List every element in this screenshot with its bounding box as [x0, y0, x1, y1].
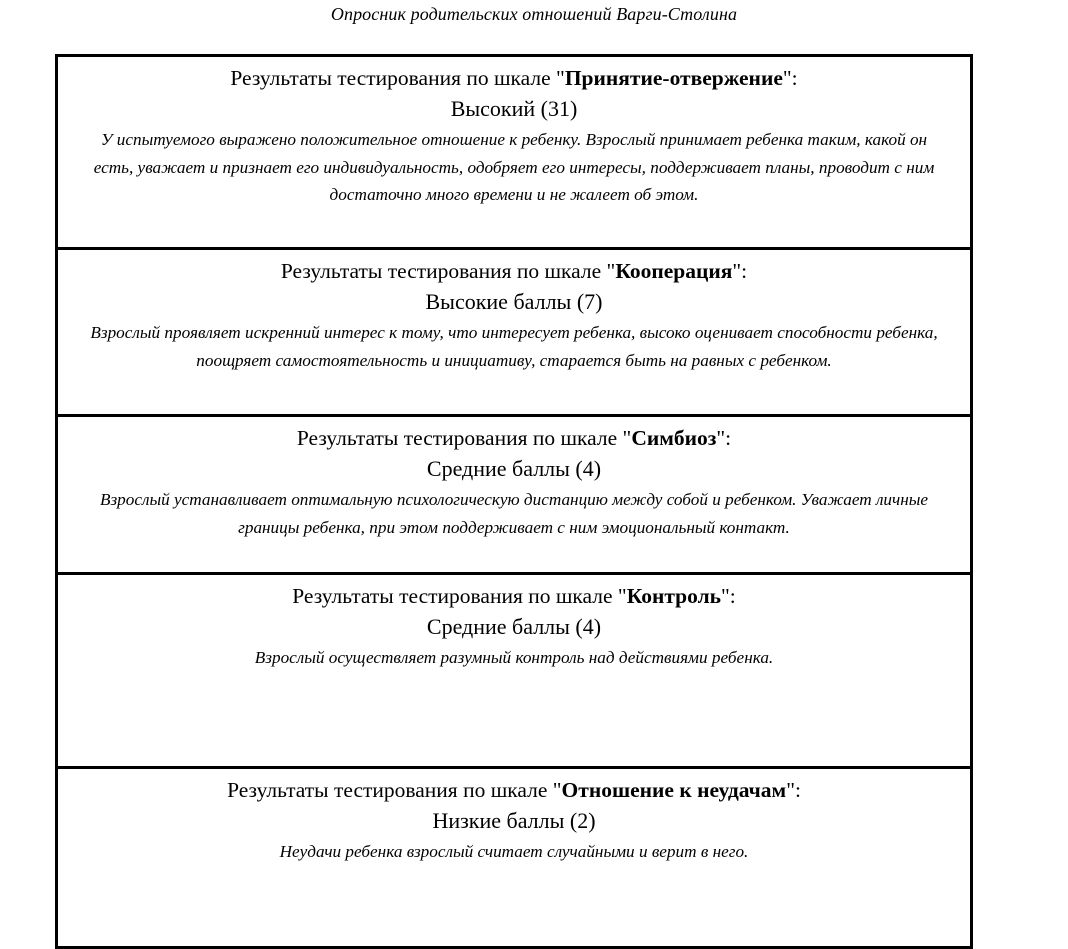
table-row	[57, 249, 972, 416]
scale-heading-suffix: ":	[732, 259, 748, 283]
scale-description: У испытуемого выражено положительное отношение к ребенку. Взрослый принимает ребенка таким, какой он есть, уважает и признает его индивидуальность, одобряет его интересы, поддерживает планы, проводит с ним достаточно много времени и не жалеет об этом.	[93, 130, 935, 204]
result-cell-cooperation	[57, 249, 972, 416]
scale-score: Средние баллы (4)	[426, 456, 602, 481]
scale-heading	[72, 423, 956, 453]
scale-description: Неудачи ребенка взрослый считает случайными и верит в него.	[279, 842, 749, 861]
scale-name: Симбиоз	[631, 426, 717, 450]
scale-heading	[72, 581, 956, 611]
scale-score: Высокий (31)	[450, 96, 578, 121]
result-cell-attitude-to-failures	[57, 768, 972, 948]
scale-score: Высокие баллы (7)	[425, 289, 603, 314]
scale-heading	[72, 256, 956, 286]
scale-heading-suffix: ":	[786, 778, 801, 802]
scale-score: Средние баллы (4)	[426, 614, 602, 639]
scale-description: Взрослый устанавливает оптимальную психологическую дистанцию между собой и ребенком. Уважает личные границы ребенка, при этом поддерживает с ним эмоциональный контакт.	[99, 490, 929, 537]
result-cell-control	[57, 574, 972, 768]
scale-heading-prefix: Результаты тестирования по шкале "	[227, 778, 562, 802]
scale-heading-suffix: ":	[716, 426, 732, 450]
scale-heading-prefix: Результаты тестирования по шкале "	[230, 66, 565, 90]
scale-name: Контроль	[626, 584, 722, 608]
table-row	[57, 768, 972, 948]
table-body	[57, 56, 972, 948]
scale-score: Низкие баллы (2)	[432, 808, 596, 833]
scale-name: Отношение к неудачам	[561, 778, 787, 802]
table-row	[57, 574, 972, 768]
scale-name: Принятие-отвержение	[564, 66, 783, 90]
result-cell-acceptance-rejection	[57, 56, 972, 249]
scale-heading-prefix: Результаты тестирования по шкале "	[296, 426, 632, 450]
scale-heading-prefix: Результаты тестирования по шкале "	[292, 584, 627, 608]
scale-name: Кооперация	[615, 259, 733, 283]
table-row	[57, 416, 972, 574]
scale-heading	[72, 63, 956, 93]
scale-heading-prefix: Результаты тестирования по шкале "	[280, 259, 616, 283]
scale-description: Взрослый осуществляет разумный контроль над действиями ребенка.	[254, 648, 774, 667]
scale-heading	[72, 775, 956, 805]
scale-description: Взрослый проявляет искренний интерес к тому, что интересует ребенка, высоко оценивает способности ребенка, поощряет самостоятельность и инициативу, старается быть на равных с ребенком.	[90, 323, 938, 370]
page-title: Опросник родительских отношений Варги-Столина	[330, 4, 738, 24]
test-results-table	[55, 54, 973, 949]
table-row	[57, 56, 972, 249]
result-cell-symbiosis	[57, 416, 972, 574]
scale-heading-suffix: ":	[721, 584, 736, 608]
scale-heading-suffix: ":	[782, 66, 798, 90]
